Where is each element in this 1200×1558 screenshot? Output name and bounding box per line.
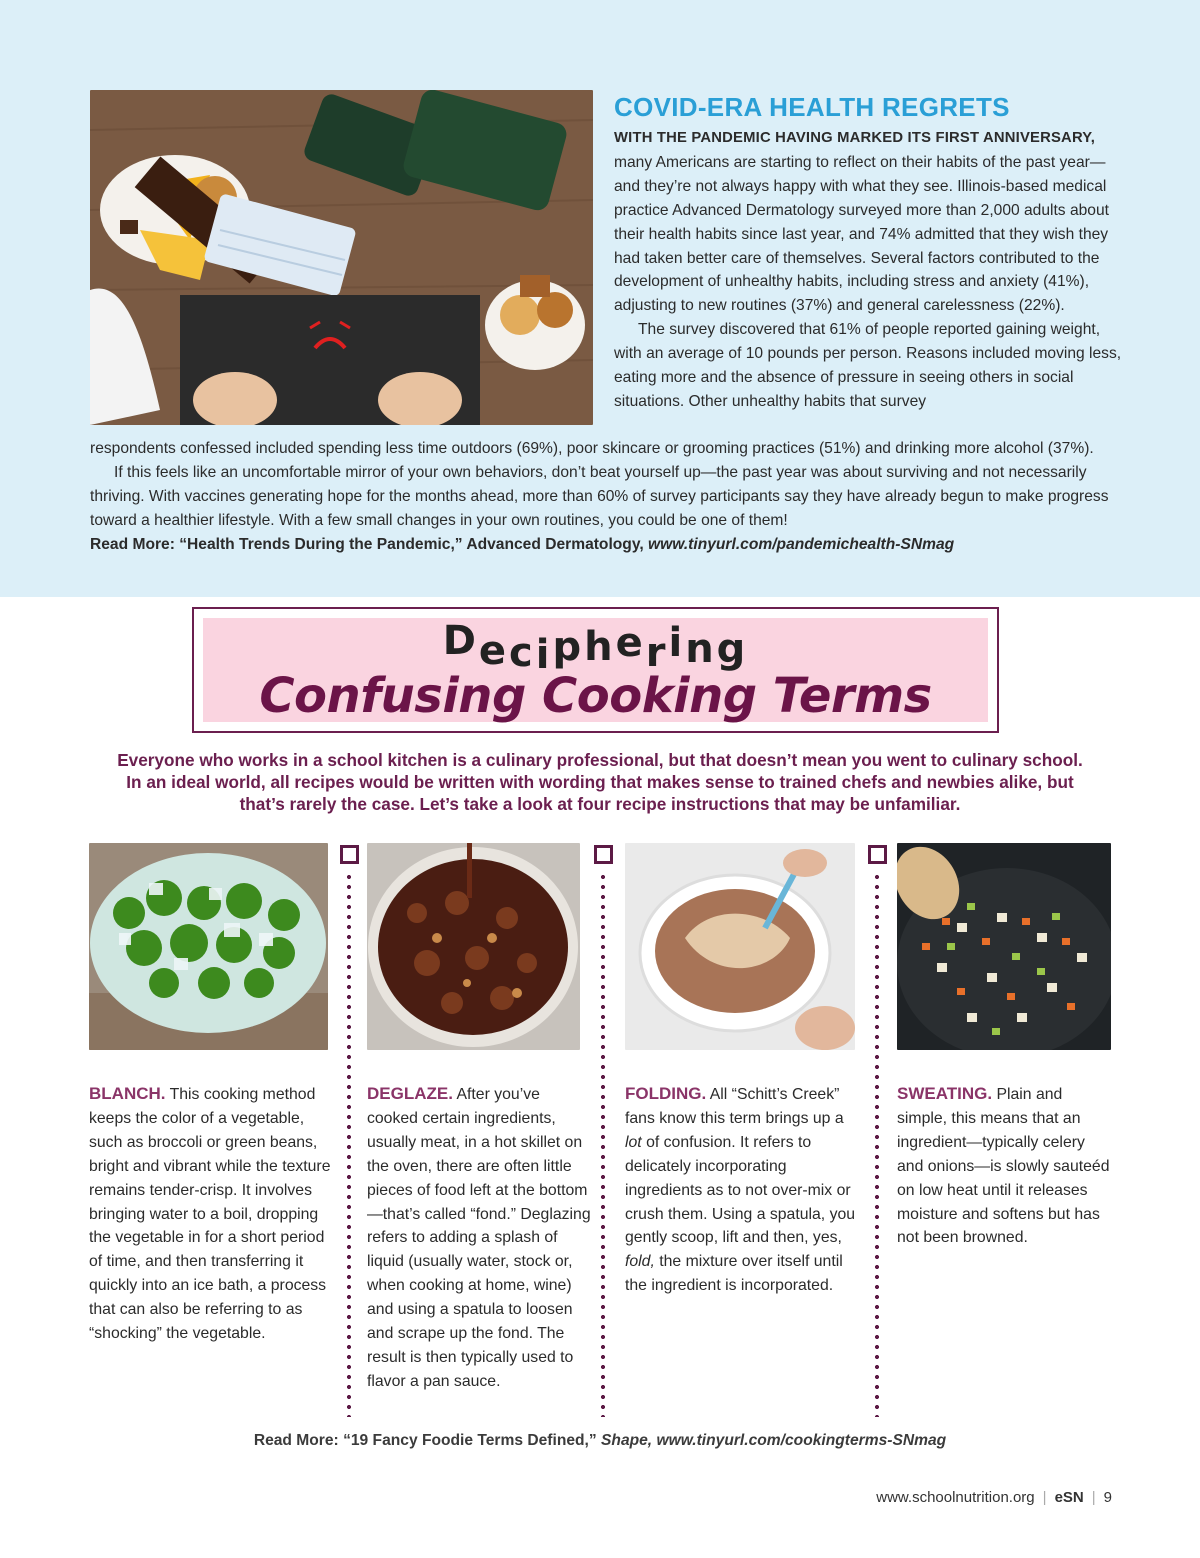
term-text: All “Schitt’s Creek” fans know this term brings up a [625, 1086, 844, 1127]
term-blanch [89, 1082, 337, 1346]
covid-paragraph-2a: The survey discovered that 61% of people reported gaining weight, with an average of 10 pounds per person. Reasons included moving less, eating more and the absence of pressure in seeing others in social situations. Other unhealthy habits that survey [614, 321, 1122, 410]
title-letter: p [552, 624, 585, 670]
covid-article-column [614, 126, 1124, 414]
title-letter: c [509, 630, 536, 676]
title-letter: i [668, 620, 686, 666]
cooking-read-more-link[interactable]: Shape, www.tinyurl.com/cookingterms-SNmag [601, 1432, 947, 1449]
covid-heading: COVID-ERA HEALTH REGRETS [614, 92, 1010, 122]
term-text: the mixture over itself until the ingredient is incorporated. [625, 1253, 843, 1295]
footer-separator: | [1091, 1489, 1096, 1506]
covid-article-full-width [90, 437, 1120, 557]
divider-square [340, 845, 359, 864]
term-text: Plain and simple, this means that an ingredient—typically celery and onions—is slowly sauteéd on low heat until it releases moisture and softens but has not been browned. [897, 1086, 1110, 1247]
divider-dots [875, 872, 879, 1417]
intro-line: Everyone who works in a school kitchen is a culinary professional, but that doesn’t mean you went to culinary school. [117, 750, 1083, 770]
deglaze-photo [367, 843, 580, 1050]
footer-magazine: eSN [1054, 1489, 1084, 1506]
column-divider [866, 845, 888, 1417]
cooking-read-more [0, 1432, 1200, 1450]
cooking-title-box [192, 607, 999, 733]
footer-url[interactable]: www.schoolnutrition.org [876, 1489, 1035, 1506]
covid-lead-caps: WITH THE PANDEMIC HAVING MARKED ITS FIRST ANNIVERSARY, [614, 130, 1096, 146]
term-folding [625, 1082, 861, 1298]
folding-photo [625, 843, 855, 1050]
cooking-terms-heading: Confusing Cooking Terms [259, 668, 932, 724]
divider-dots [601, 872, 605, 1417]
covid-read-more [90, 533, 1120, 557]
page-footer [876, 1489, 1112, 1506]
cooking-read-more-label: Read More: “19 Fancy Foodie Terms Defined,” [253, 1432, 602, 1449]
title-letter: r [645, 630, 669, 676]
covid-paragraph-2b: respondents confessed included spending less time outdoors (69%), poor skincare or grooming practices (51%) and drinking more alcohol (37%). [90, 440, 1094, 457]
covid-paragraph-3: If this feels like an uncomfortable mirror of your own behaviors, don’t beat yourself up—the past year was about surviving and not necessarily thriving. With vaccines generating hope for the months ahead, more than 60% of survey participants say they have already begun to make progress toward a healthier lifestyle. With a few small changes in your own routines, you could be one of them! [90, 463, 1109, 529]
covid-read-more-link[interactable]: www.tinyurl.com/pandemichealth-SNmag [648, 535, 955, 553]
covid-read-more-label: Read More: “Health Trends During the Pandemic,” Advanced Dermatology, [90, 535, 649, 553]
sweating-photo [897, 843, 1111, 1050]
title-letter: h [584, 624, 616, 670]
cooking-intro [80, 749, 1120, 815]
title-letter: e [478, 628, 510, 674]
term-text: This cooking method keeps the color of a vegetable, such as broccoli or green beans, bright and vibrant while the texture remains tender-crisp. It involves bringing water to a boil, dropping the vegetable in for a short period of time, and then transferring it quickly into an ice bath, a process that can also be referring to as “shocking” the vegetable. [89, 1086, 331, 1343]
title-letter: i [535, 632, 553, 678]
intro-line: that’s rarely the case. Let’s take a look at four recipe instructions that may be unfamiliar. [239, 794, 961, 814]
term-name: FOLDING. [625, 1084, 707, 1103]
cooking-title-panel [203, 618, 988, 722]
title-letter: e [615, 620, 646, 666]
column-divider [592, 845, 614, 1417]
covid-photo [90, 90, 593, 425]
title-letter: g [716, 626, 749, 672]
term-text: After you’ve cooked certain ingredients, usually meat, in a hot skillet on the oven, there are often little pieces of food left at the bottom—that’s called “fond.” Deglazing refers to adding a splash of liquid (usually water, stock or, when cooking at home, wine) and using a spatula to loosen and scrape up the fond. The result is then typically used to flavor a pan sauce. [367, 1086, 591, 1390]
deciphering-heading [203, 618, 988, 678]
blanch-photo [89, 843, 328, 1050]
divider-square [868, 845, 887, 864]
title-letter: D [442, 618, 479, 664]
term-emphasis: lot [625, 1133, 642, 1151]
term-deglaze [367, 1082, 595, 1394]
divider-square [594, 845, 613, 864]
term-name: DEGLAZE. [367, 1084, 453, 1103]
term-name: SWEATING. [897, 1084, 993, 1103]
title-letter: n [685, 626, 717, 672]
term-sweating [897, 1082, 1113, 1250]
term-text: of confusion. It refers to delicately incorporating ingredients as to not over-mix or crush them. Using a spatula, you gently scoop, lift and then, yes, [625, 1133, 856, 1247]
divider-dots [347, 872, 351, 1417]
covid-paragraph-1: many Americans are starting to reflect on their habits of the past year—and they’re not always happy with what they see. Illinois-based medical practice Advanced Dermatology surveyed more than 2,000 adults about their health habits since last year, and 74% admitted that they wish they had taken better care of themselves. Several factors contributed to the development of unhealthy habits, including stress and anxiety (41%), adjusting to new routines (37%) and general carelessness (22%). [614, 153, 1109, 315]
intro-line: In an ideal world, all recipes would be written with wording that makes sense to trained chefs and newbies alike, but [126, 772, 1074, 792]
footer-separator: | [1042, 1489, 1047, 1506]
page-number: 9 [1103, 1489, 1112, 1506]
term-emphasis: fold, [625, 1253, 655, 1271]
term-name: BLANCH. [89, 1084, 166, 1103]
column-divider [338, 845, 360, 1417]
